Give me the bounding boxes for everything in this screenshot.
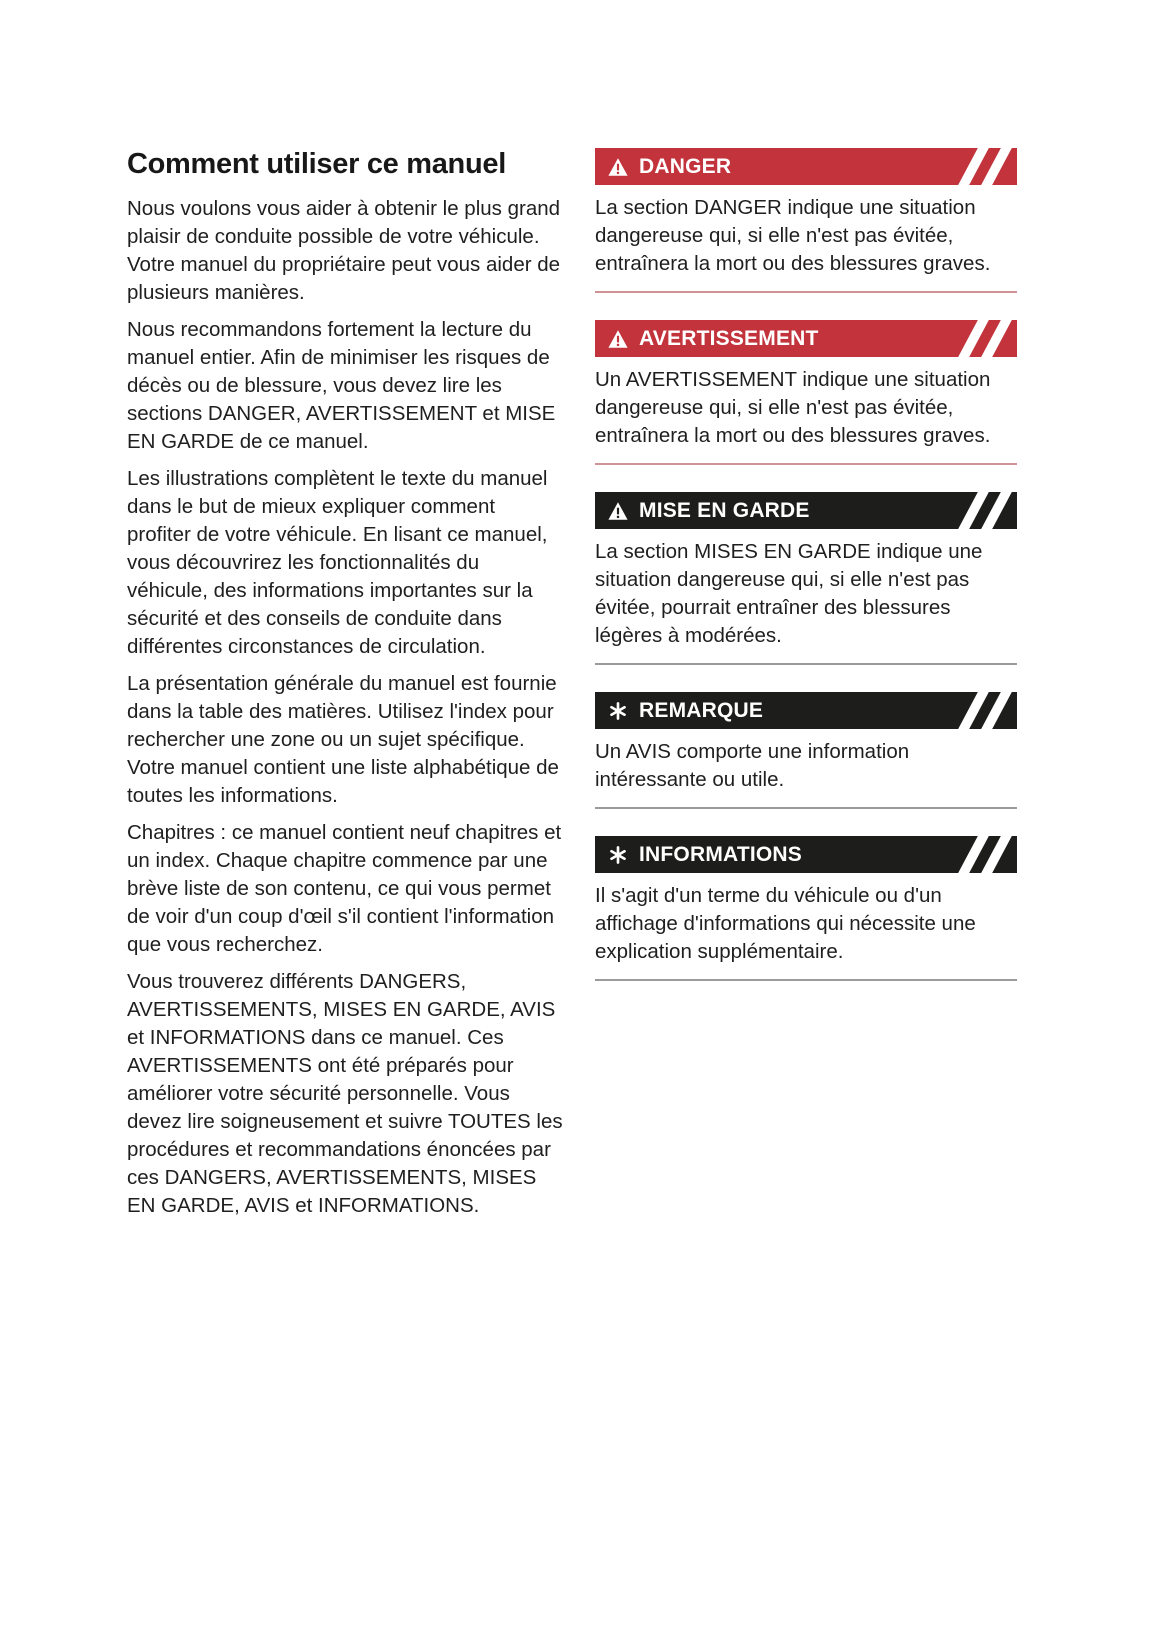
paragraph: Nous voulons vous aider à obtenir le plus grand plaisir de conduite possible de votre véhicule. Votre manuel du propriétaire peut vous aider de plusieurs manières. (127, 197, 561, 304)
paragraph: Chapitres : ce manuel contient neuf chapitres et un index. Chaque chapitre commence par une brève liste de son contenu, ce qui vous permet de voir d'un coup d'œil s'il contient l'information que vous recherchez. (127, 821, 562, 956)
remarque-banner (595, 692, 1017, 729)
paragraph: Nous recommandons fortement la lecture du manuel entier. Afin de minimiser les risques de décès ou de blessure, vous devez lire les sections DANGER, AVERTISSEMENT et MISE EN GARDE de ce manuel. (127, 318, 556, 453)
section-divider (595, 291, 1017, 293)
page-title: Comment utiliser ce manuel (127, 148, 506, 180)
warning-triangle-icon (608, 501, 628, 521)
notice-body: Un AVERTISSEMENT indique une situation dangereuse qui, si elle n'est pas évitée, entraînera la mort ou des blessures graves. (595, 368, 991, 447)
section-divider (595, 979, 1017, 981)
section-divider (595, 807, 1017, 809)
informations-banner (595, 836, 1017, 873)
mise-en-garde-banner (595, 492, 1017, 529)
asterisk-icon (608, 845, 628, 865)
asterisk-icon (608, 701, 628, 721)
warning-triangle-icon (608, 329, 628, 349)
notice-body: La section MISES EN GARDE indique une situation dangereuse qui, si elle n'est pas évitée, pourrait entraîner des blessures légères à modérées. (595, 540, 983, 647)
right-column (595, 148, 1017, 1229)
section-divider (595, 663, 1017, 665)
notice-title: INFORMATIONS (639, 842, 802, 866)
notice-body: La section DANGER indique une situation dangereuse qui, si elle n'est pas évitée, entraînera la mort ou des blessures graves. (595, 196, 991, 275)
notice-title: AVERTISSEMENT (639, 326, 819, 350)
notice-title: MISE EN GARDE (639, 498, 810, 522)
notice-remarque (595, 692, 1017, 809)
notice-mise-en-garde (595, 492, 1017, 665)
danger-banner (595, 148, 1017, 185)
warning-triangle-icon (608, 157, 628, 177)
notice-avertissement (595, 320, 1017, 465)
left-column (127, 148, 563, 1229)
notice-danger (595, 148, 1017, 293)
paragraph: Les illustrations complètent le texte du manuel dans le but de mieux expliquer comment profiter de votre véhicule. En lisant ce manuel, vous découvrirez les fonctionnalités du véhicule, des informations importantes sur la sécurité et des conseils de conduite dans différentes circonstances de circulation. (127, 467, 548, 658)
paragraph: La présentation générale du manuel est fournie dans la table des matières. Utilisez l'index pour rechercher une zone ou un sujet spécifique. Votre manuel contient une liste alphabétique de toutes les informations. (127, 672, 559, 807)
notice-body: Il s'agit d'un terme du véhicule ou d'un affichage d'informations qui nécessite une explication supplémentaire. (595, 884, 976, 963)
notice-informations (595, 836, 1017, 981)
section-divider (595, 463, 1017, 465)
notice-title: REMARQUE (639, 698, 764, 722)
page-content (127, 148, 1017, 1229)
paragraph: Vous trouverez différents DANGERS, AVERTISSEMENTS, MISES EN GARDE, AVIS et INFORMATIONS dans ce manuel. Ces AVERTISSEMENTS ont été préparés pour améliorer votre sécurité personnelle. Vous devez lire soigneusement et suivre TOUTES les procédures et recommandations énoncées par ces DANGERS, AVERTISSEMENTS, MISES EN GARDE, AVIS et INFORMATIONS. (127, 970, 563, 1217)
notice-title: DANGER (639, 154, 732, 178)
avertissement-banner (595, 320, 1017, 357)
notice-body: Un AVIS comporte une information intéressante ou utile. (595, 740, 910, 791)
